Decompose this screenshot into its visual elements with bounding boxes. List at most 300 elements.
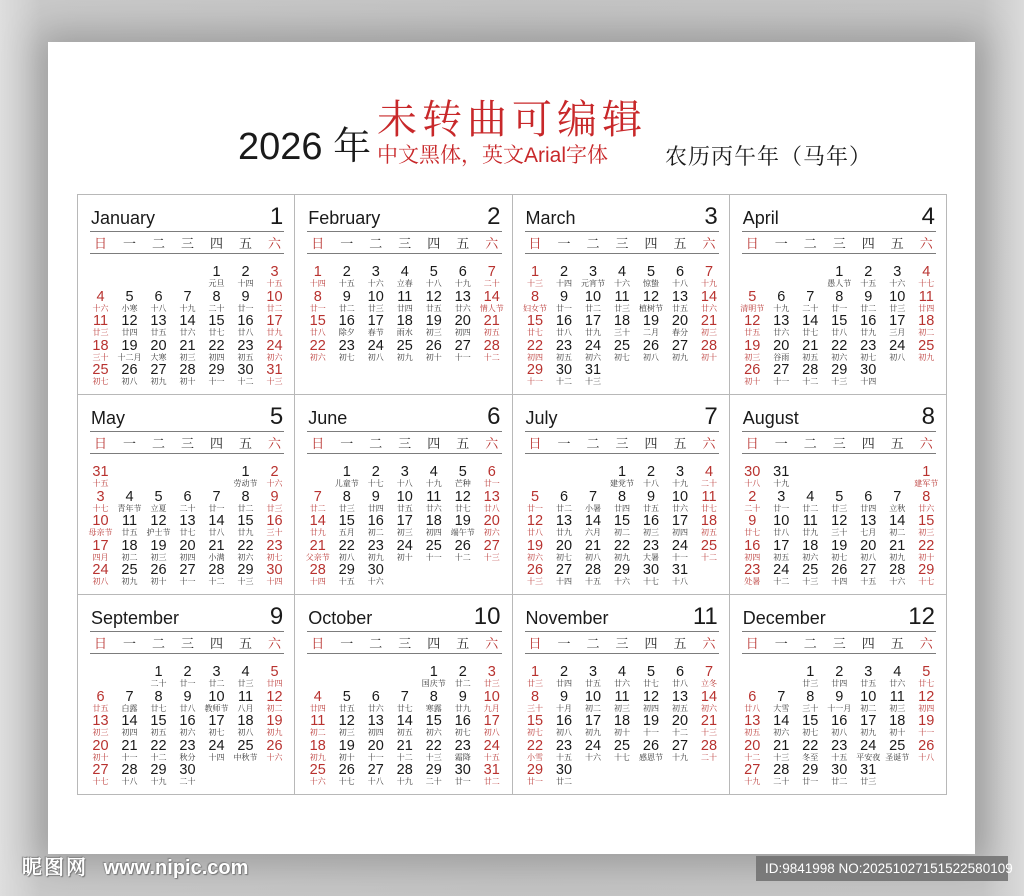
month-number: 9 xyxy=(269,603,284,630)
lunar-date: 十四 xyxy=(309,577,326,587)
empty-day-cell xyxy=(144,265,173,290)
lunar-date: 廿二 xyxy=(802,503,819,513)
lunar-date: 清明节 xyxy=(740,303,765,313)
day-number: 21 xyxy=(889,537,906,554)
day-number: 22 xyxy=(237,537,254,554)
weekday-header-sun: 日 xyxy=(93,436,107,451)
lunar-date: 廿一 xyxy=(483,479,500,488)
lunar-date: 廿六 xyxy=(614,679,630,688)
day-number: 11 xyxy=(918,288,934,305)
day-number: 11 xyxy=(426,488,442,505)
day-number: 9 xyxy=(241,288,250,305)
day-cell xyxy=(912,314,941,339)
weekday-header-fri: 五 xyxy=(456,636,470,651)
lunar-date: 廿八 xyxy=(237,328,254,338)
day-number: 19 xyxy=(526,537,544,554)
day-number: 21 xyxy=(773,737,790,754)
week-row xyxy=(86,314,289,339)
day-cell xyxy=(521,763,550,788)
lunar-date: 十四 xyxy=(831,577,848,587)
day-cell xyxy=(303,265,332,290)
lunar-date: 十六 xyxy=(585,752,601,762)
day-number: 20 xyxy=(454,313,471,330)
lunar-date: 八月 xyxy=(237,703,254,713)
lunar-date: 廿七 xyxy=(744,528,761,538)
day-number: 5 xyxy=(646,664,656,680)
day-cell xyxy=(115,363,144,388)
lunar-date: 十一 xyxy=(918,728,935,738)
month-panel-april xyxy=(730,195,946,394)
day-cell xyxy=(202,739,231,764)
day-cell xyxy=(332,290,361,315)
day-number: 6 xyxy=(675,664,685,680)
day-cell xyxy=(637,465,666,490)
day-number: 1 xyxy=(241,464,250,480)
weekday-header-tue: 二 xyxy=(803,236,817,251)
day-number: 27 xyxy=(555,562,573,579)
day-cell xyxy=(86,690,115,715)
day-number: 15 xyxy=(831,313,848,330)
lunar-date: 廿二 xyxy=(309,503,326,513)
day-cell xyxy=(550,690,579,715)
day-cell xyxy=(448,739,477,764)
day-cell xyxy=(825,563,854,588)
week-row xyxy=(86,763,289,788)
lunar-date: 初二 xyxy=(585,703,601,713)
week-row xyxy=(738,539,941,564)
month-number: 1 xyxy=(269,203,284,230)
day-number: 28 xyxy=(179,362,196,379)
weekday-header-sat: 六 xyxy=(485,436,499,451)
lunar-date: 初四 xyxy=(208,352,225,362)
lunar-date: 廿四 xyxy=(556,679,572,688)
day-number: 17 xyxy=(671,513,689,530)
day-number: 25 xyxy=(425,537,442,554)
week-row xyxy=(738,290,941,315)
week-row xyxy=(86,665,289,690)
day-cell xyxy=(608,714,637,739)
day-number: 19 xyxy=(150,537,167,554)
day-cell xyxy=(912,514,941,539)
day-cell xyxy=(767,739,796,764)
day-number: 3 xyxy=(864,664,873,680)
lunar-date: 九月 xyxy=(483,703,500,713)
day-number: 16 xyxy=(237,313,254,330)
day-number: 18 xyxy=(613,313,631,330)
month-panel-october xyxy=(295,595,511,794)
day-number: 19 xyxy=(918,713,935,730)
day-cell xyxy=(231,363,260,388)
day-number: 28 xyxy=(889,562,906,579)
day-number: 25 xyxy=(613,737,631,754)
day-cell xyxy=(883,539,912,564)
lunar-date: 十一 xyxy=(367,752,384,762)
weekday-header-row xyxy=(303,636,506,652)
day-cell xyxy=(854,539,883,564)
week-row xyxy=(521,690,724,715)
lunar-date: 初二 xyxy=(889,528,906,538)
week-row xyxy=(521,763,724,788)
month-title-divider xyxy=(90,431,284,432)
weekday-divider xyxy=(307,453,501,454)
day-cell xyxy=(361,763,390,788)
day-number: 23 xyxy=(454,737,471,754)
lunar-date: 廿三 xyxy=(338,503,355,513)
lunar-date: 初八 xyxy=(643,352,659,362)
day-number: 9 xyxy=(183,688,192,705)
day-cell xyxy=(738,714,767,739)
week-row xyxy=(521,314,724,339)
day-number: 2 xyxy=(458,664,467,680)
empty-day-cell xyxy=(173,265,202,290)
day-cell xyxy=(390,465,419,490)
day-number: 25 xyxy=(396,337,413,354)
day-cell xyxy=(115,763,144,788)
weekday-divider xyxy=(90,653,284,654)
day-cell xyxy=(477,290,506,315)
day-cell xyxy=(666,339,695,364)
day-number: 12 xyxy=(642,688,660,705)
empty-day-cell xyxy=(332,665,361,690)
weekday-divider xyxy=(742,253,936,254)
lunar-date: 七月 xyxy=(860,528,877,538)
lunar-date: 初三 xyxy=(918,528,935,538)
lunar-date: 十八 xyxy=(367,777,384,787)
month-title-divider xyxy=(525,231,719,232)
lunar-date: 廿六 xyxy=(889,679,906,688)
week-row xyxy=(303,714,506,739)
day-cell xyxy=(767,763,796,788)
weekday-header-mon: 一 xyxy=(557,236,571,251)
day-cell xyxy=(332,714,361,739)
lunar-date: 初三 xyxy=(744,352,761,362)
day-number: 28 xyxy=(802,362,819,379)
day-number: 1 xyxy=(922,464,931,480)
lunar-date: 十一 xyxy=(425,552,442,562)
day-cell xyxy=(303,563,332,588)
lunar-date: 初五 xyxy=(802,352,819,362)
empty-day-cell xyxy=(115,465,144,490)
day-number: 30 xyxy=(555,362,573,379)
lunar-date: 三十 xyxy=(527,703,543,713)
day-number: 13 xyxy=(483,488,500,505)
weekday-header-mon: 一 xyxy=(557,636,571,651)
month-name: December xyxy=(742,608,826,628)
week-row xyxy=(521,490,724,515)
day-number: 6 xyxy=(487,464,496,480)
day-number: 15 xyxy=(613,513,631,530)
lunar-date: 廿六 xyxy=(773,328,790,338)
week-row xyxy=(303,339,506,364)
day-cell xyxy=(173,714,202,739)
day-number: 25 xyxy=(918,337,935,354)
lunar-date: 廿一 xyxy=(454,777,471,787)
day-cell xyxy=(332,563,361,588)
lunar-date: 廿四 xyxy=(266,679,283,688)
day-number: 16 xyxy=(744,537,761,554)
weekday-header-wed: 三 xyxy=(180,436,194,451)
weekday-header-mon: 一 xyxy=(122,636,136,651)
lunar-date: 护士节 xyxy=(146,528,171,538)
day-cell xyxy=(448,265,477,290)
lunar-date: 廿二 xyxy=(556,777,572,787)
day-cell xyxy=(115,690,144,715)
lunar-date: 廿六 xyxy=(179,328,196,338)
day-number: 11 xyxy=(802,513,818,530)
day-cell xyxy=(477,539,506,564)
day-number: 14 xyxy=(396,713,413,730)
empty-day-cell xyxy=(666,363,695,388)
weekday-header-row xyxy=(738,236,941,252)
day-cell xyxy=(419,690,448,715)
day-number: 22 xyxy=(338,537,355,554)
week-row xyxy=(86,539,289,564)
weekday-header-wed: 三 xyxy=(180,636,194,651)
month-title-divider xyxy=(525,631,719,632)
day-number: 23 xyxy=(237,337,254,354)
day-cell xyxy=(260,339,289,364)
day-grid xyxy=(521,265,724,388)
day-number: 4 xyxy=(617,264,627,280)
lunar-date: 廿二 xyxy=(208,679,225,688)
week-row xyxy=(738,714,941,739)
day-cell xyxy=(738,490,767,515)
day-cell xyxy=(666,490,695,515)
day-number: 6 xyxy=(371,688,380,705)
lunar-date: 初三 xyxy=(701,328,717,338)
lunar-date: 中秋节 xyxy=(233,752,258,762)
lunar-date: 建党节 xyxy=(610,479,634,488)
lunar-date: 二十 xyxy=(701,752,717,762)
lunar-date: 廿五 xyxy=(860,679,877,688)
day-number: 5 xyxy=(429,264,438,280)
day-number: 22 xyxy=(526,737,544,754)
day-cell xyxy=(173,563,202,588)
week-row xyxy=(738,490,941,515)
weekday-header-thu: 四 xyxy=(861,236,875,251)
lunar-date: 廿九 xyxy=(454,703,471,713)
lunar-date: 十八 xyxy=(425,279,442,288)
day-cell xyxy=(883,690,912,715)
day-number: 24 xyxy=(584,337,602,354)
lunar-date: 十六 xyxy=(309,777,326,787)
week-row xyxy=(86,563,289,588)
weekday-header-wed: 三 xyxy=(398,236,412,251)
lunar-date: 廿三 xyxy=(802,679,819,688)
day-number: 7 xyxy=(212,488,221,505)
day-number: 21 xyxy=(396,737,413,754)
day-cell xyxy=(796,563,825,588)
day-cell xyxy=(390,514,419,539)
day-number: 26 xyxy=(526,562,544,579)
day-number: 12 xyxy=(121,313,138,330)
day-cell xyxy=(883,290,912,315)
month-number: 8 xyxy=(921,403,935,430)
day-cell xyxy=(332,465,361,490)
day-number: 18 xyxy=(613,713,631,730)
day-number: 19 xyxy=(338,737,355,754)
weekday-header-tue: 二 xyxy=(586,436,600,451)
day-cell xyxy=(173,763,202,788)
empty-day-cell xyxy=(579,763,608,788)
day-number: 30 xyxy=(860,362,877,379)
day-number: 3 xyxy=(212,664,221,680)
lunar-date: 初三 xyxy=(179,352,196,362)
month-name: February xyxy=(308,208,381,228)
lunar-date: 三十 xyxy=(266,528,283,538)
day-cell xyxy=(608,539,637,564)
day-number: 19 xyxy=(425,313,442,330)
day-number: 20 xyxy=(555,537,573,554)
day-cell xyxy=(303,339,332,364)
day-number: 27 xyxy=(671,337,689,354)
day-cell xyxy=(202,714,231,739)
day-cell xyxy=(825,339,854,364)
day-cell xyxy=(912,739,941,764)
day-cell xyxy=(144,739,173,764)
day-number: 26 xyxy=(642,737,660,754)
day-cell xyxy=(477,314,506,339)
day-cell xyxy=(332,514,361,539)
day-number: 3 xyxy=(893,264,902,280)
day-cell xyxy=(144,665,173,690)
day-number: 31 xyxy=(483,762,500,779)
day-number: 14 xyxy=(121,713,138,730)
weekday-header-sun: 日 xyxy=(528,236,542,251)
day-number: 20 xyxy=(860,537,877,554)
day-cell xyxy=(608,265,637,290)
lunar-date: 十七 xyxy=(614,752,630,762)
lunar-date: 初三 xyxy=(425,328,442,338)
lunar-date: 廿五 xyxy=(585,679,601,688)
day-number: 9 xyxy=(270,488,279,505)
lunar-date: 十九 xyxy=(773,303,790,313)
week-row xyxy=(738,514,941,539)
lunar-date: 十六 xyxy=(889,577,906,587)
weekday-header-row xyxy=(86,636,289,652)
day-cell xyxy=(796,514,825,539)
lunar-date: 廿五 xyxy=(672,303,688,313)
month-grid xyxy=(77,194,947,795)
day-cell xyxy=(144,539,173,564)
lunar-date: 平安夜 xyxy=(856,752,881,762)
day-number: 30 xyxy=(831,762,848,779)
day-number: 14 xyxy=(700,688,718,705)
day-number: 22 xyxy=(831,337,848,354)
day-cell xyxy=(448,314,477,339)
day-cell xyxy=(796,763,825,788)
day-cell xyxy=(260,714,289,739)
day-cell xyxy=(361,539,390,564)
day-cell xyxy=(738,514,767,539)
day-number: 21 xyxy=(802,337,819,354)
day-number: 2 xyxy=(559,264,569,280)
day-number: 14 xyxy=(208,513,225,530)
lunar-date: 廿九 xyxy=(860,328,877,338)
lunar-date: 初七 xyxy=(527,728,543,738)
day-number: 7 xyxy=(704,664,714,680)
day-cell xyxy=(637,490,666,515)
day-cell xyxy=(550,563,579,588)
day-number: 12 xyxy=(338,713,355,730)
lunar-date: 十六 xyxy=(614,279,630,288)
day-cell xyxy=(332,763,361,788)
day-cell xyxy=(115,290,144,315)
month-name: November xyxy=(525,608,609,628)
day-cell xyxy=(796,714,825,739)
lunar-date: 十九 xyxy=(454,279,471,288)
lunar-date: 十一 xyxy=(454,352,471,362)
lunar-date: 初七 xyxy=(556,552,572,562)
day-cell xyxy=(738,690,767,715)
day-cell xyxy=(608,465,637,490)
day-cell xyxy=(825,665,854,690)
day-number: 6 xyxy=(458,264,467,280)
weekday-header-tue: 二 xyxy=(151,236,165,251)
day-number: 4 xyxy=(617,664,627,680)
week-row xyxy=(86,690,289,715)
day-cell xyxy=(521,690,550,715)
weekday-header-row xyxy=(86,436,289,452)
empty-day-cell xyxy=(854,465,883,490)
lunar-date: 秋分 xyxy=(179,752,196,762)
weekday-divider xyxy=(90,253,284,254)
lunar-date: 十六 xyxy=(889,279,906,288)
day-number: 9 xyxy=(559,288,569,305)
day-number: 26 xyxy=(918,737,935,754)
day-number: 15 xyxy=(425,713,442,730)
day-number: 1 xyxy=(530,664,540,680)
day-cell xyxy=(738,314,767,339)
day-cell xyxy=(390,690,419,715)
day-number: 15 xyxy=(802,713,819,730)
day-cell xyxy=(854,290,883,315)
lunar-date: 初八 xyxy=(92,577,109,587)
month-name: August xyxy=(742,408,799,428)
lunar-date: 十月 xyxy=(556,703,572,713)
day-cell xyxy=(767,539,796,564)
lunar-date: 十一月 xyxy=(827,703,852,713)
day-number: 13 xyxy=(860,513,877,530)
day-cell xyxy=(419,465,448,490)
lunar-date: 十四 xyxy=(309,279,326,288)
lunar-date: 初九 xyxy=(672,352,688,362)
weekday-header-sun: 日 xyxy=(528,436,542,451)
lunar-date: 廿二 xyxy=(483,777,500,787)
day-cell xyxy=(260,690,289,715)
day-grid xyxy=(521,465,724,588)
day-cell xyxy=(854,690,883,715)
day-cell xyxy=(608,739,637,764)
day-cell xyxy=(883,514,912,539)
day-number: 29 xyxy=(802,762,819,779)
day-number: 29 xyxy=(425,762,442,779)
day-cell xyxy=(796,314,825,339)
lunar-date: 十三 xyxy=(831,377,848,387)
day-cell xyxy=(173,690,202,715)
day-number: 27 xyxy=(179,562,196,579)
day-number: 14 xyxy=(802,313,819,330)
week-row xyxy=(303,739,506,764)
empty-day-cell xyxy=(303,465,332,490)
lunar-date: 廿三 xyxy=(483,679,500,688)
day-number: 30 xyxy=(744,464,761,480)
day-cell xyxy=(796,290,825,315)
weekday-header-row xyxy=(303,236,506,252)
weekday-header-thu: 四 xyxy=(861,636,875,651)
day-cell xyxy=(521,665,550,690)
day-number: 20 xyxy=(773,337,790,354)
